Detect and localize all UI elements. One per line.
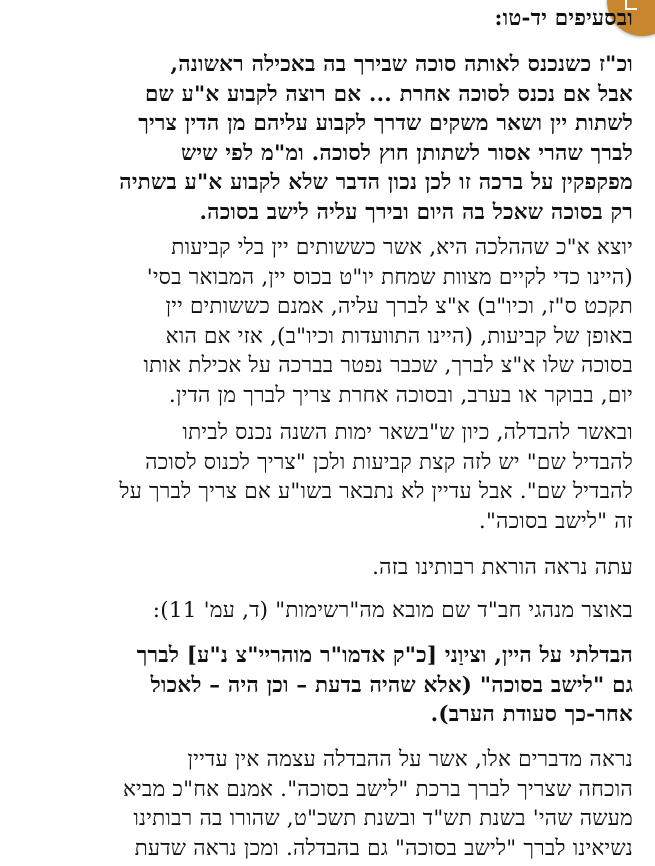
text-line: עתה נראה הוראת רבותינו בזה. [372,555,633,580]
body-paragraph [21,418,633,536]
text-line: הוכחה שצריך לברך ברכת "לישב בסוכה". אמנם אח"כ מביא [122,776,633,802]
text-line: נשיאינו לברך "לישב בסוכה" גם בהבדלה. ומכן נראה שדעת [134,835,633,861]
text-line: לברך שהרי אסור לשתותן חוץ לסוכה. ומ"מ לפי שיש [180,140,633,166]
text-line: ובאשר להבדלה, כיון ש"בשאר ימות השנה נכנס לביתו [182,420,633,445]
section-heading [21,4,633,34]
text-line: נראה מדברים אלו, אשר על ההבדלה עצמה אין עדיין [187,747,633,772]
text-line: באוצר מנהגי חב"ד שם מובא מה"רשימות" (ד, עמ' 11): [152,598,633,623]
text-line: מפקפקין על ברכה זו לכן נכון הדבר שלא לקבוע א"ע בשתיה [119,170,633,195]
body-paragraph [21,553,633,583]
text-line: לשתות יין ושאר משקים שדרך לקבוע עליהם מן הדין צריך [138,111,633,136]
body-paragraph [21,233,633,410]
text-line: יום, בבוקר או בערב, ובסוכה אחרת צריך לברך מן הדין. [168,382,633,408]
text-line: הבדלתי על היין, וציוַני [כ"ק אדמו"ר מוהריי"צ נ"ע] לברך [136,643,633,668]
text-line: (היינו כדי לקיים מצוות שמחת יו"ט בכוס יין, המבואר בסי' [146,264,633,290]
body-paragraph [21,745,633,863]
text-line: גם "לישב בסוכה" (אלא שהיה בדעת – וכן היה – לאכול [150,672,633,698]
quote-paragraph [21,50,633,227]
text-line: להבדיל שם". אבל עדיין לא נתבאר בשו"ע אם צריך לברך על [119,479,633,504]
text-line: תקכט ס"ז, וכיו"ב) א"צ לברך עליה, אמנם כששותים יין [165,294,633,319]
quote-paragraph [21,641,633,730]
text-line: אחר-כך סעודת הערב). [430,702,633,727]
text-line: אבל אם נכנס לסוכה אחרת ... אם רוצה לקבוע א"ע שם [144,81,633,107]
text-line: מעשה שהי' בשנת תש"ד ובשנת תשכ"ט, שהורו בה רבותינו [133,806,633,831]
text-line: ובסעיפים יד-טו: [494,6,633,31]
text-line: זה "לישב בסוכה". [478,508,633,534]
text-line: וכ"ז כשנכנס לאותה סוכה שבירך בה באכילה ראשונה, [170,52,633,77]
text-line: להבדיל שם" יש לזה קצת קביעות ולכן "צריך לכנוס לסוכה [145,449,633,475]
text-line: רק בסוכה שאכל בה היום ובירך עליה לישב בסוכה. [199,199,633,225]
source-citation [21,596,633,626]
text-line: באופן של קביעות, (היינו התוועדות וכיו"ב), אזי אם הוא [165,323,633,349]
text-line: יוצא א"כ שההלכה היא, אשר כששותים יין בלי קביעות [171,235,633,260]
text-line: בסוכה שלו א"צ לברך, שכבר נפטר בברכה על אכילת אותו [143,353,633,378]
